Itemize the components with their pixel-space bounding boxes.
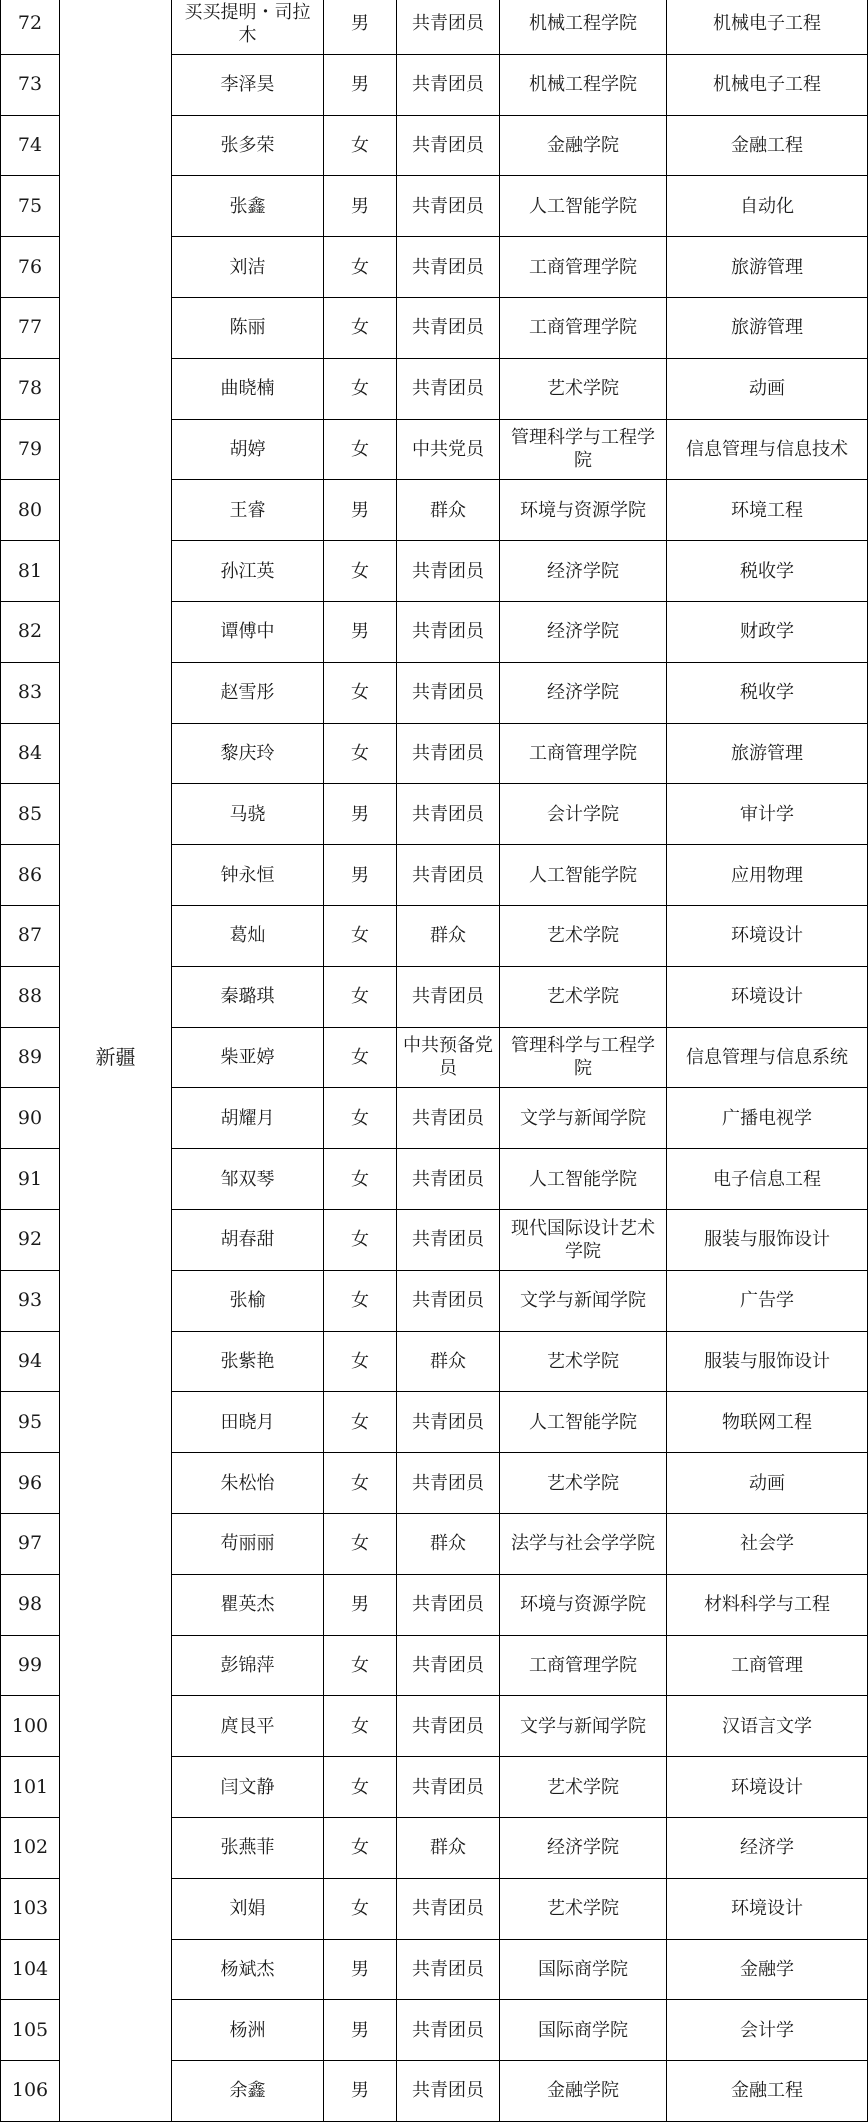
major-cell: 机械电子工程 <box>667 54 868 115</box>
row-number-cell: 97 <box>1 1513 60 1574</box>
college-cell: 经济学院 <box>500 541 667 602</box>
college-cell: 会计学院 <box>500 784 667 845</box>
gender-cell: 女 <box>324 1513 397 1574</box>
major-cell: 广告学 <box>667 1270 868 1331</box>
college-cell: 艺术学院 <box>500 1331 667 1392</box>
major-cell: 经济学 <box>667 1817 868 1878</box>
gender-cell: 男 <box>324 480 397 541</box>
major-cell: 应用物理 <box>667 845 868 906</box>
gender-cell: 女 <box>324 905 397 966</box>
political-status-cell: 共青团员 <box>397 1696 500 1757</box>
name-cell: 张榆 <box>172 1270 324 1331</box>
political-status-cell: 共青团员 <box>397 2000 500 2061</box>
row-number-cell: 93 <box>1 1270 60 1331</box>
political-status-cell: 共青团员 <box>397 176 500 237</box>
college-cell: 工商管理学院 <box>500 1635 667 1696</box>
college-cell: 人工智能学院 <box>500 845 667 906</box>
major-cell: 审计学 <box>667 784 868 845</box>
political-status-cell: 中共预备党员 <box>397 1027 500 1088</box>
major-cell: 材料科学与工程 <box>667 1574 868 1635</box>
political-status-cell: 共青团员 <box>397 297 500 358</box>
college-cell: 环境与资源学院 <box>500 480 667 541</box>
row-number-cell: 79 <box>1 419 60 480</box>
college-cell: 法学与社会学学院 <box>500 1513 667 1574</box>
row-number-cell: 92 <box>1 1209 60 1270</box>
row-number-cell: 78 <box>1 358 60 419</box>
political-status-cell: 共青团员 <box>397 845 500 906</box>
row-number-cell: 76 <box>1 237 60 298</box>
major-cell: 会计学 <box>667 2000 868 2061</box>
row-number-cell: 102 <box>1 1817 60 1878</box>
gender-cell: 女 <box>324 419 397 480</box>
college-cell: 艺术学院 <box>500 358 667 419</box>
row-number-cell: 81 <box>1 541 60 602</box>
major-cell: 机械电子工程 <box>667 0 868 54</box>
political-status-cell: 共青团员 <box>397 784 500 845</box>
gender-cell: 女 <box>324 358 397 419</box>
gender-cell: 女 <box>324 966 397 1027</box>
major-cell: 动画 <box>667 1453 868 1514</box>
name-cell: 田晓月 <box>172 1392 324 1453</box>
name-cell: 李泽昊 <box>172 54 324 115</box>
name-cell: 杨洲 <box>172 2000 324 2061</box>
gender-cell: 女 <box>324 1209 397 1270</box>
political-status-cell: 共青团员 <box>397 1088 500 1149</box>
name-cell: 谭傅中 <box>172 601 324 662</box>
row-number-cell: 74 <box>1 115 60 176</box>
political-status-cell: 共青团员 <box>397 237 500 298</box>
political-status-cell: 共青团员 <box>397 1270 500 1331</box>
college-cell: 金融学院 <box>500 115 667 176</box>
major-cell: 动画 <box>667 358 868 419</box>
college-cell: 艺术学院 <box>500 966 667 1027</box>
college-cell: 艺术学院 <box>500 1878 667 1939</box>
name-cell: 张燕菲 <box>172 1817 324 1878</box>
gender-cell: 女 <box>324 1027 397 1088</box>
row-number-cell: 105 <box>1 2000 60 2061</box>
college-cell: 现代国际设计艺术学院 <box>500 1209 667 1270</box>
name-cell: 张鑫 <box>172 176 324 237</box>
major-cell: 物联网工程 <box>667 1392 868 1453</box>
row-number-cell: 98 <box>1 1574 60 1635</box>
college-cell: 机械工程学院 <box>500 0 667 54</box>
major-cell: 旅游管理 <box>667 237 868 298</box>
political-status-cell: 群众 <box>397 1331 500 1392</box>
college-cell: 国际商学院 <box>500 1939 667 2000</box>
name-cell: 张紫艳 <box>172 1331 324 1392</box>
gender-cell: 女 <box>324 1392 397 1453</box>
gender-cell: 女 <box>324 1817 397 1878</box>
college-cell: 文学与新闻学院 <box>500 1088 667 1149</box>
name-cell: 余鑫 <box>172 2061 324 2122</box>
row-number-cell: 100 <box>1 1696 60 1757</box>
name-cell: 赵雪彤 <box>172 662 324 723</box>
major-cell: 旅游管理 <box>667 297 868 358</box>
name-cell: 张多荣 <box>172 115 324 176</box>
region-cell: 新疆 <box>60 0 172 2121</box>
name-cell: 庹艮平 <box>172 1696 324 1757</box>
political-status-cell: 共青团员 <box>397 2061 500 2122</box>
college-cell: 经济学院 <box>500 1817 667 1878</box>
gender-cell: 男 <box>324 784 397 845</box>
row-number-cell: 91 <box>1 1149 60 1210</box>
college-cell: 文学与新闻学院 <box>500 1696 667 1757</box>
row-number-cell: 96 <box>1 1453 60 1514</box>
college-cell: 管理科学与工程学院 <box>500 1027 667 1088</box>
row-number-cell: 82 <box>1 601 60 662</box>
college-cell: 人工智能学院 <box>500 1149 667 1210</box>
name-cell: 马骁 <box>172 784 324 845</box>
major-cell: 服装与服饰设计 <box>667 1331 868 1392</box>
political-status-cell: 群众 <box>397 905 500 966</box>
college-cell: 工商管理学院 <box>500 723 667 784</box>
gender-cell: 男 <box>324 601 397 662</box>
political-status-cell: 共青团员 <box>397 662 500 723</box>
major-cell: 环境设计 <box>667 905 868 966</box>
name-cell: 孙江英 <box>172 541 324 602</box>
political-status-cell: 共青团员 <box>397 1149 500 1210</box>
row-number-cell: 104 <box>1 1939 60 2000</box>
political-status-cell: 共青团员 <box>397 0 500 54</box>
political-status-cell: 共青团员 <box>397 966 500 1027</box>
political-status-cell: 共青团员 <box>397 1392 500 1453</box>
row-number-cell: 99 <box>1 1635 60 1696</box>
gender-cell: 男 <box>324 176 397 237</box>
gender-cell: 男 <box>324 2061 397 2122</box>
row-number-cell: 73 <box>1 54 60 115</box>
name-cell: 苟丽丽 <box>172 1513 324 1574</box>
major-cell: 服装与服饰设计 <box>667 1209 868 1270</box>
major-cell: 工商管理 <box>667 1635 868 1696</box>
gender-cell: 女 <box>324 1088 397 1149</box>
gender-cell: 女 <box>324 1453 397 1514</box>
gender-cell: 男 <box>324 0 397 54</box>
college-cell: 工商管理学院 <box>500 237 667 298</box>
name-cell: 朱松怡 <box>172 1453 324 1514</box>
row-number-cell: 85 <box>1 784 60 845</box>
row-number-cell: 94 <box>1 1331 60 1392</box>
gender-cell: 女 <box>324 1635 397 1696</box>
name-cell: 秦璐琪 <box>172 966 324 1027</box>
college-cell: 工商管理学院 <box>500 297 667 358</box>
political-status-cell: 共青团员 <box>397 1574 500 1635</box>
gender-cell: 女 <box>324 1270 397 1331</box>
name-cell: 买买提明・司拉木 <box>172 0 324 54</box>
name-cell: 杨斌杰 <box>172 1939 324 2000</box>
gender-cell: 男 <box>324 54 397 115</box>
political-status-cell: 共青团员 <box>397 601 500 662</box>
college-cell: 管理科学与工程学院 <box>500 419 667 480</box>
political-status-cell: 共青团员 <box>397 1757 500 1818</box>
college-cell: 艺术学院 <box>500 1757 667 1818</box>
major-cell: 自动化 <box>667 176 868 237</box>
name-cell: 彭锦萍 <box>172 1635 324 1696</box>
political-status-cell: 共青团员 <box>397 358 500 419</box>
political-status-cell: 群众 <box>397 1817 500 1878</box>
college-cell: 环境与资源学院 <box>500 1574 667 1635</box>
gender-cell: 女 <box>324 662 397 723</box>
row-number-cell: 87 <box>1 905 60 966</box>
gender-cell: 女 <box>324 1696 397 1757</box>
college-cell: 国际商学院 <box>500 2000 667 2061</box>
major-cell: 环境设计 <box>667 966 868 1027</box>
major-cell: 环境设计 <box>667 1757 868 1818</box>
political-status-cell: 共青团员 <box>397 1453 500 1514</box>
gender-cell: 女 <box>324 1149 397 1210</box>
major-cell: 金融工程 <box>667 115 868 176</box>
row-number-cell: 106 <box>1 2061 60 2122</box>
college-cell: 人工智能学院 <box>500 1392 667 1453</box>
gender-cell: 女 <box>324 237 397 298</box>
political-status-cell: 中共党员 <box>397 419 500 480</box>
political-status-cell: 群众 <box>397 480 500 541</box>
major-cell: 金融工程 <box>667 2061 868 2122</box>
political-status-cell: 共青团员 <box>397 1939 500 2000</box>
row-number-cell: 103 <box>1 1878 60 1939</box>
name-cell: 胡耀月 <box>172 1088 324 1149</box>
row-number-cell: 88 <box>1 966 60 1027</box>
college-cell: 经济学院 <box>500 601 667 662</box>
name-cell: 胡婷 <box>172 419 324 480</box>
college-cell: 艺术学院 <box>500 1453 667 1514</box>
name-cell: 曲晓楠 <box>172 358 324 419</box>
college-cell: 艺术学院 <box>500 905 667 966</box>
college-cell: 机械工程学院 <box>500 54 667 115</box>
gender-cell: 女 <box>324 1757 397 1818</box>
row-number-cell: 83 <box>1 662 60 723</box>
name-cell: 柴亚婷 <box>172 1027 324 1088</box>
major-cell: 环境工程 <box>667 480 868 541</box>
political-status-cell: 共青团员 <box>397 115 500 176</box>
name-cell: 葛灿 <box>172 905 324 966</box>
name-cell: 王睿 <box>172 480 324 541</box>
major-cell: 社会学 <box>667 1513 868 1574</box>
gender-cell: 男 <box>324 1574 397 1635</box>
name-cell: 钟永恒 <box>172 845 324 906</box>
gender-cell: 女 <box>324 1878 397 1939</box>
major-cell: 税收学 <box>667 541 868 602</box>
name-cell: 闫文静 <box>172 1757 324 1818</box>
name-cell: 黎庆玲 <box>172 723 324 784</box>
major-cell: 环境设计 <box>667 1878 868 1939</box>
table-row <box>1 0 868 54</box>
row-number-cell: 89 <box>1 1027 60 1088</box>
gender-cell: 男 <box>324 2000 397 2061</box>
major-cell: 广播电视学 <box>667 1088 868 1149</box>
college-cell: 文学与新闻学院 <box>500 1270 667 1331</box>
gender-cell: 男 <box>324 1939 397 2000</box>
row-number-cell: 101 <box>1 1757 60 1818</box>
name-cell: 刘洁 <box>172 237 324 298</box>
gender-cell: 女 <box>324 1331 397 1392</box>
political-status-cell: 共青团员 <box>397 54 500 115</box>
political-status-cell: 群众 <box>397 1513 500 1574</box>
major-cell: 旅游管理 <box>667 723 868 784</box>
gender-cell: 女 <box>324 297 397 358</box>
gender-cell: 女 <box>324 115 397 176</box>
gender-cell: 女 <box>324 723 397 784</box>
political-status-cell: 共青团员 <box>397 1878 500 1939</box>
row-number-cell: 77 <box>1 297 60 358</box>
major-cell: 汉语言文学 <box>667 1696 868 1757</box>
row-number-cell: 86 <box>1 845 60 906</box>
row-number-cell: 90 <box>1 1088 60 1149</box>
row-number-cell: 75 <box>1 176 60 237</box>
gender-cell: 女 <box>324 541 397 602</box>
political-status-cell: 共青团员 <box>397 541 500 602</box>
major-cell: 金融学 <box>667 1939 868 2000</box>
gender-cell: 男 <box>324 845 397 906</box>
row-number-cell: 72 <box>1 0 60 54</box>
college-cell: 经济学院 <box>500 662 667 723</box>
college-cell: 人工智能学院 <box>500 176 667 237</box>
row-number-cell: 95 <box>1 1392 60 1453</box>
major-cell: 税收学 <box>667 662 868 723</box>
major-cell: 电子信息工程 <box>667 1149 868 1210</box>
name-cell: 陈丽 <box>172 297 324 358</box>
political-status-cell: 共青团员 <box>397 1635 500 1696</box>
political-status-cell: 共青团员 <box>397 1209 500 1270</box>
major-cell: 财政学 <box>667 601 868 662</box>
major-cell: 信息管理与信息技术 <box>667 419 868 480</box>
name-cell: 刘娟 <box>172 1878 324 1939</box>
row-number-cell: 84 <box>1 723 60 784</box>
roster-body <box>1 0 868 2121</box>
name-cell: 邹双琴 <box>172 1149 324 1210</box>
college-cell: 金融学院 <box>500 2061 667 2122</box>
name-cell: 瞿英杰 <box>172 1574 324 1635</box>
major-cell: 信息管理与信息系统 <box>667 1027 868 1088</box>
row-number-cell: 80 <box>1 480 60 541</box>
political-status-cell: 共青团员 <box>397 723 500 784</box>
name-cell: 胡春甜 <box>172 1209 324 1270</box>
